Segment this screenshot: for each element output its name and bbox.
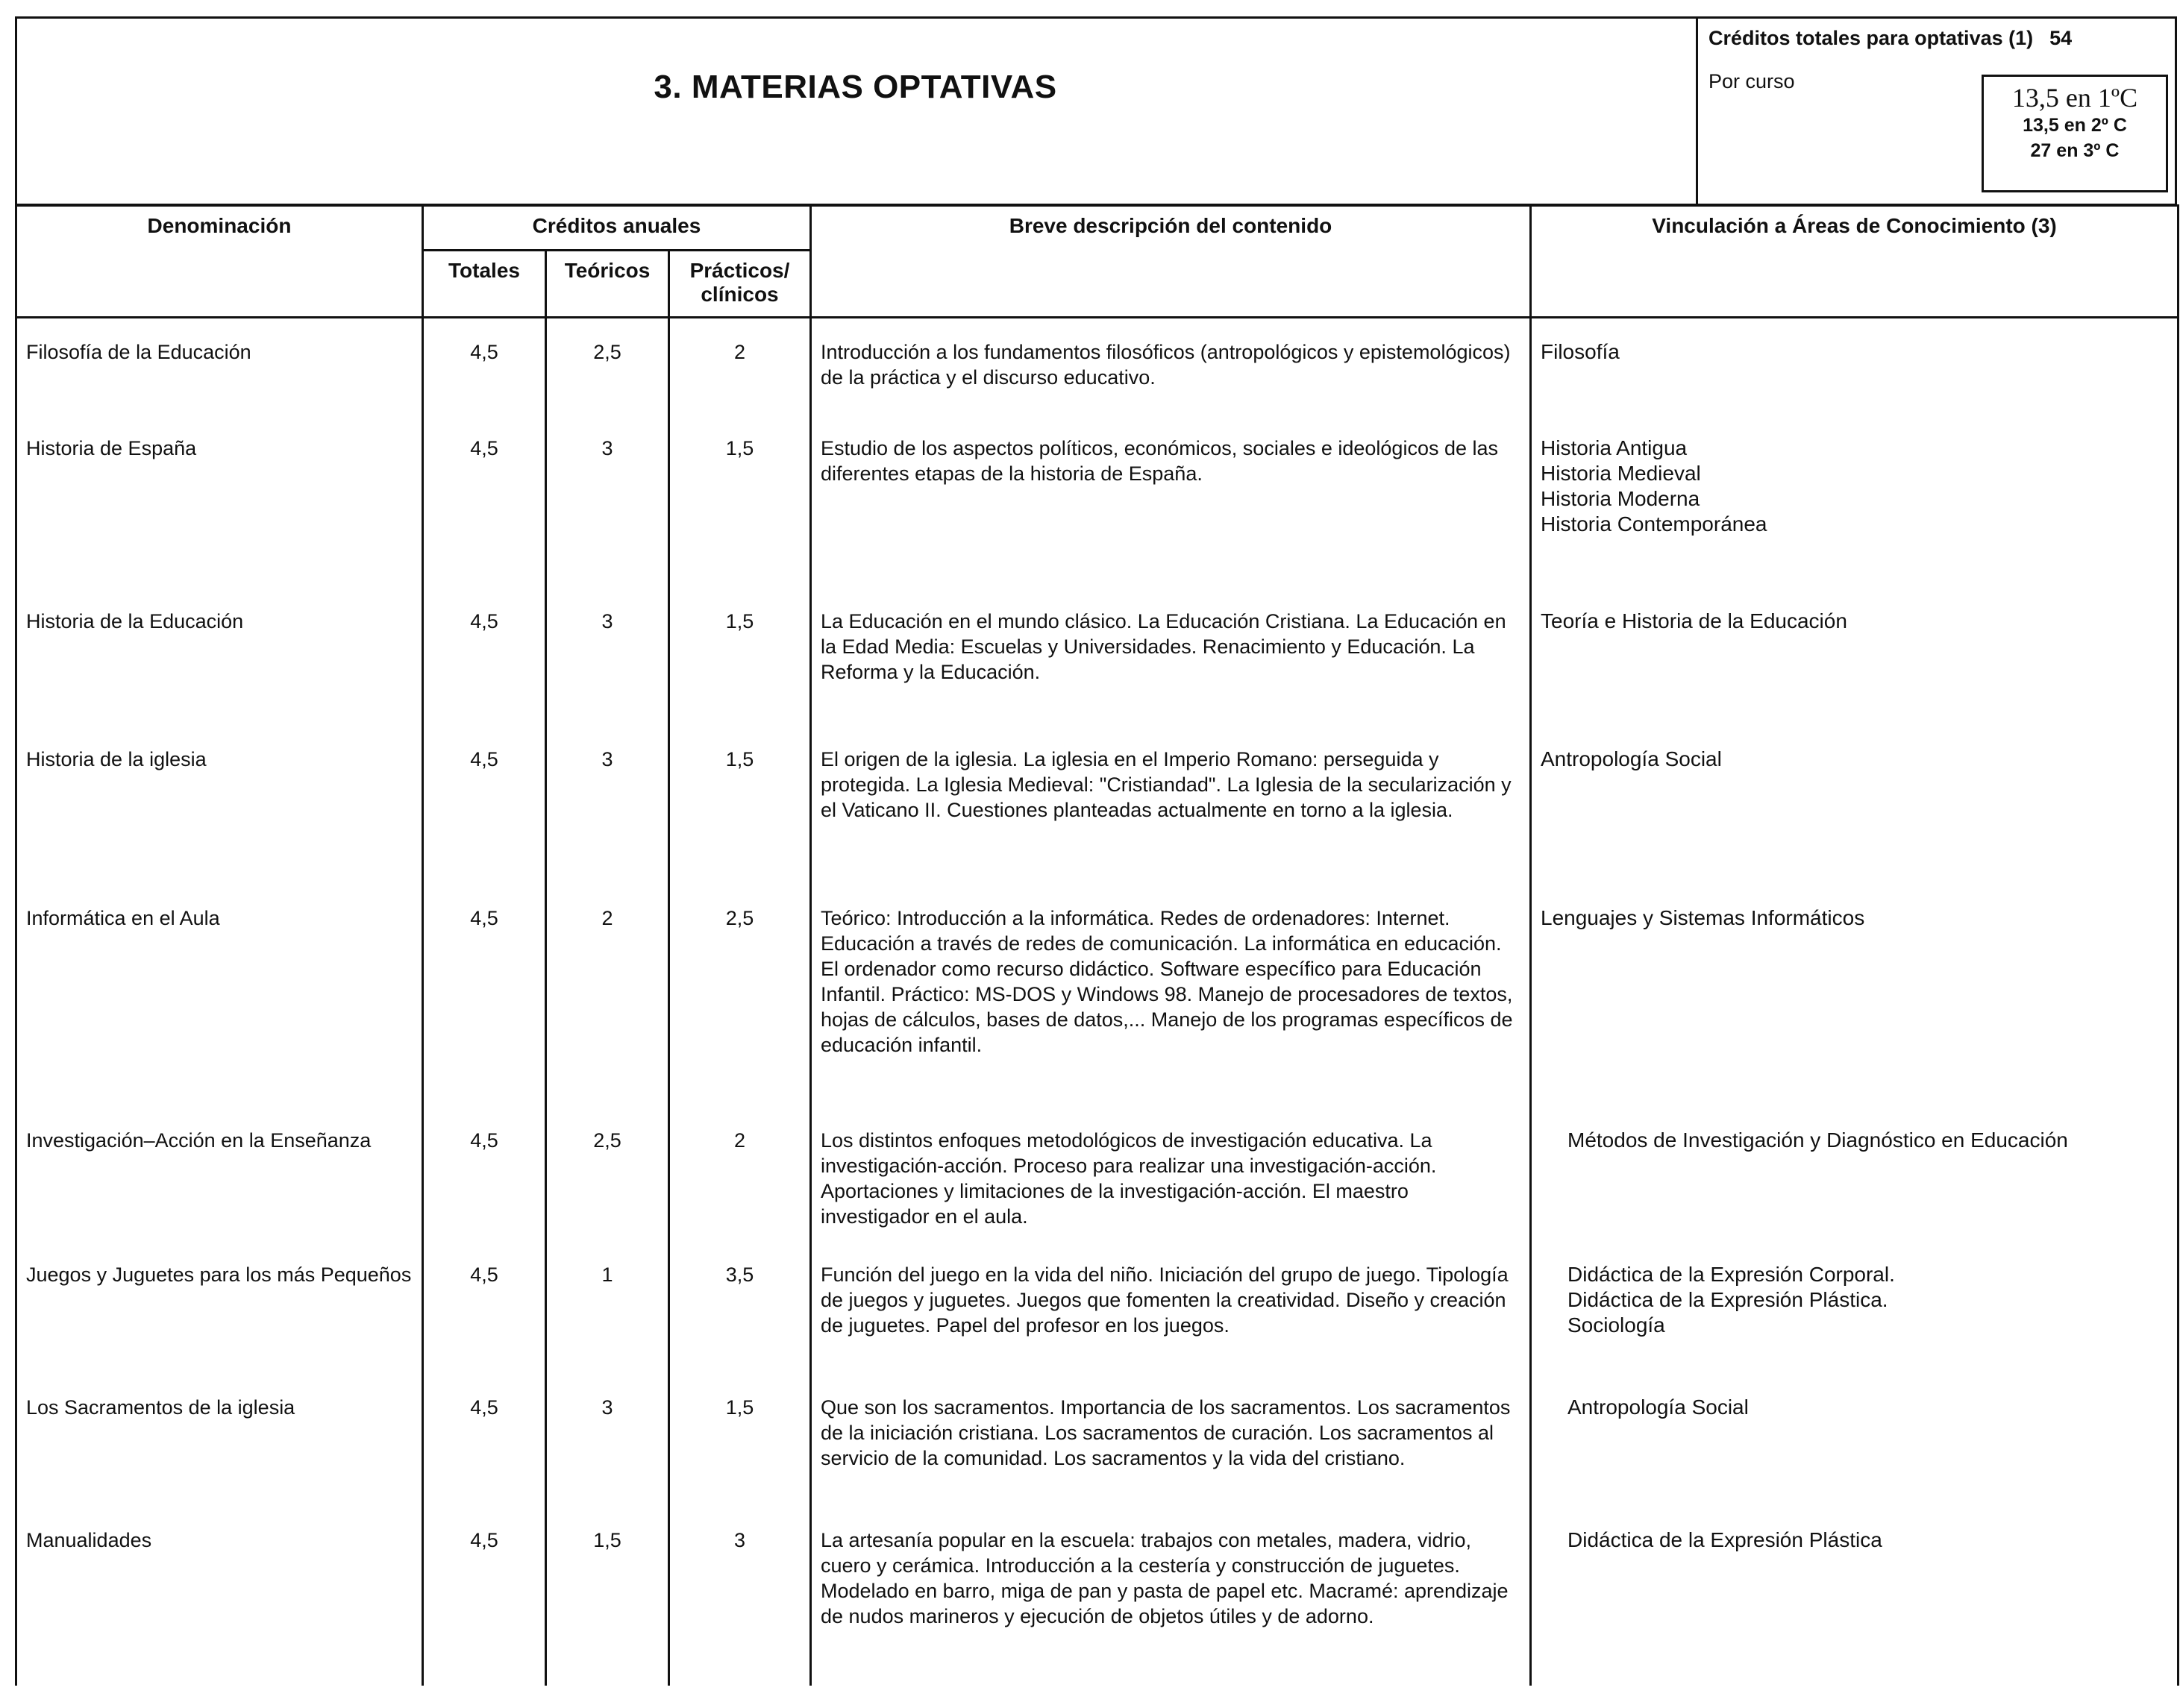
row-totales: 4,5 [423,1241,546,1374]
area-item: Historia Antigua [1541,436,1688,459]
row-totales: 4,5 [423,726,546,885]
row-areas [1531,588,2179,726]
table-row [16,318,2179,415]
row-areas [1531,1374,2179,1507]
table-row [16,885,2179,1107]
row-denominacion: Los Sacramentos de la iglesia [16,1374,423,1507]
curso-3-credits: 27 en 3º C [2030,140,2120,161]
por-curso-box [1982,75,2168,192]
row-totales: 4,5 [423,1507,546,1686]
row-practicos: 2,5 [669,885,811,1107]
row-teoricos: 1,5 [546,1507,669,1686]
row-denominacion: Manualidades [16,1507,423,1686]
row-totales: 4,5 [423,1374,546,1507]
materias-table [15,204,2179,1686]
row-totales: 4,5 [423,885,546,1107]
table-row [16,1507,2179,1686]
area-item: Antropología Social [1541,747,1722,770]
row-areas [1531,726,2179,885]
row-descripcion: Teórico: Introducción a la informática. Redes de ordenadores: Internet. Educación a través de redes de comunicación. La informática en educación. El ordenador como recurso didáctico. Software específico para Educación Infantil. Práctico: MS-DOS y Windows 98. Manejo de procesadores de textos, hojas de cálculos, bases de datos,... Manejo de los programas específicos de educación infantil. [811,885,1531,1107]
row-descripcion: La artesanía popular en la escuela: trabajos con metales, madera, vidrio, cuero y cerámica. Introducción a la cestería y construcción de juguetes. Modelado en barro, miga de pan y pasta de papel etc. Macramé: aprendizaje de nudos marineros y ejecución de objetos útiles y de adorno. [811,1507,1531,1686]
area-item: Didáctica de la Expresión Plástica. [1567,1287,1888,1311]
row-denominacion: Historia de España [16,415,423,588]
area-item: Lenguajes y Sistemas Informáticos [1541,905,1865,929]
row-areas [1531,318,2179,415]
row-descripcion: Estudio de los aspectos políticos, económicos, sociales e ideológicos de las diferentes etapas de la historia de España. [811,415,1531,588]
row-practicos: 3,5 [669,1241,811,1374]
row-totales: 4,5 [423,415,546,588]
row-practicos: 1,5 [669,415,811,588]
table-row [16,1241,2179,1374]
row-practicos: 2 [669,318,811,415]
area-item: Didáctica de la Expresión Corporal. [1567,1262,1895,1286]
row-teoricos: 2 [546,885,669,1107]
row-totales: 4,5 [423,318,546,415]
row-descripcion: Que son los sacramentos. Importancia de los sacramentos. Los sacramentos de la iniciación cristiana. Los sacramentos de curación. Los sacramentos al servicio de la comunidad. Los sacramentos y la vida del cristiano. [811,1374,1531,1507]
row-teoricos: 1 [546,1241,669,1374]
row-teoricos: 2,5 [546,1107,669,1241]
header-totales: Totales [423,251,546,318]
row-totales: 4,5 [423,1107,546,1241]
por-curso-label: Por curso [1708,70,1795,92]
row-denominacion: Investigación–Acción en la Enseñanza [16,1107,423,1241]
row-practicos: 3 [669,1507,811,1686]
row-teoricos: 3 [546,588,669,726]
table-row [16,415,2179,588]
area-item: Historia Medieval [1541,461,1701,485]
row-areas [1531,1507,2179,1686]
row-denominacion: Filosofía de la Educación [16,318,423,415]
area-item: Métodos de Investigación y Diagnóstico en Educación [1567,1128,2068,1152]
row-descripcion: La Educación en el mundo clásico. La Educación Cristiana. La Educación en la Edad Media: Escuelas y Universidades. Renacimiento y Educación. La Reforma y la Educación. [811,588,1531,726]
row-teoricos: 3 [546,1374,669,1507]
area-item: Historia Contemporánea [1541,512,1767,536]
credits-total-label: Créditos totales para optativas (1) [1708,27,2034,49]
row-totales: 4,5 [423,588,546,726]
row-descripcion: Introducción a los fundamentos filosóficos (antropológicos y epistemológicos) de la práctica y el discurso educativo. [811,318,1531,415]
row-areas [1531,1241,2179,1374]
curso-2-credits: 13,5 en 2º C [2023,115,2127,136]
row-descripcion: Los distintos enfoques metodológicos de investigación educativa. La investigación-acción. Proceso para realizar una investigación-acción. Aportaciones y limitaciones de la investigación-acción. El maestro investigador en el aula. [811,1107,1531,1241]
table-row [16,1107,2179,1241]
row-areas [1531,415,2179,588]
header-descripcion: Breve descripción del contenido [811,206,1531,318]
table-row [16,588,2179,726]
row-denominacion: Historia de la Educación [16,588,423,726]
row-practicos: 2 [669,1107,811,1241]
curso-1-credits: 13,5 en 1ºC [2011,83,2138,113]
row-denominacion: Historia de la iglesia [16,726,423,885]
table-row [16,726,2179,885]
row-areas [1531,1107,2179,1241]
row-areas [1531,885,2179,1107]
area-item: Filosofía [1541,340,1620,363]
header-denominacion: Denominación [16,206,423,318]
row-denominacion: Juegos y Juguetes para los más Pequeños [16,1241,423,1374]
area-item: Antropología Social [1567,1395,1749,1419]
area-item: Sociología [1567,1313,1665,1337]
header-divider [1696,16,1698,206]
row-teoricos: 3 [546,726,669,885]
credits-total-value: 54 [2049,27,2073,49]
table-row [16,1374,2179,1507]
row-practicos: 1,5 [669,588,811,726]
credits-total [1708,27,2072,50]
row-practicos: 1,5 [669,726,811,885]
row-descripcion: Función del juego en la vida del niño. Iniciación del grupo de juego. Tipología de juegos y juguetes. Juegos que fomenten la creatividad. Diseño y creación de juguetes. Papel del profesor en los juegos. [811,1241,1531,1374]
header-creditos-anuales: Créditos anuales [423,206,811,251]
area-item: Historia Moderna [1541,486,1700,510]
row-teoricos: 2,5 [546,318,669,415]
row-practicos: 1,5 [669,1374,811,1507]
row-teoricos: 3 [546,415,669,588]
row-descripcion: El origen de la iglesia. La iglesia en el Imperio Romano: perseguida y protegida. La Iglesia Medieval: "Cristiandad". La Iglesia de la secularización y el Vaticano II. Cuestiones planteadas actualmente en torno a la iglesia. [811,726,1531,885]
header-practicos: Prácticos/ clínicos [669,251,811,318]
area-item: Didáctica de la Expresión Plástica [1567,1528,1882,1551]
header-teoricos: Teóricos [546,251,669,318]
area-item: Teoría e Historia de la Educación [1541,609,1847,632]
header-vinculacion: Vinculación a Áreas de Conocimiento (3) [1531,206,2179,318]
row-denominacion: Informática en el Aula [16,885,423,1107]
page-title: 3. MATERIAS OPTATIVAS [654,69,1057,105]
